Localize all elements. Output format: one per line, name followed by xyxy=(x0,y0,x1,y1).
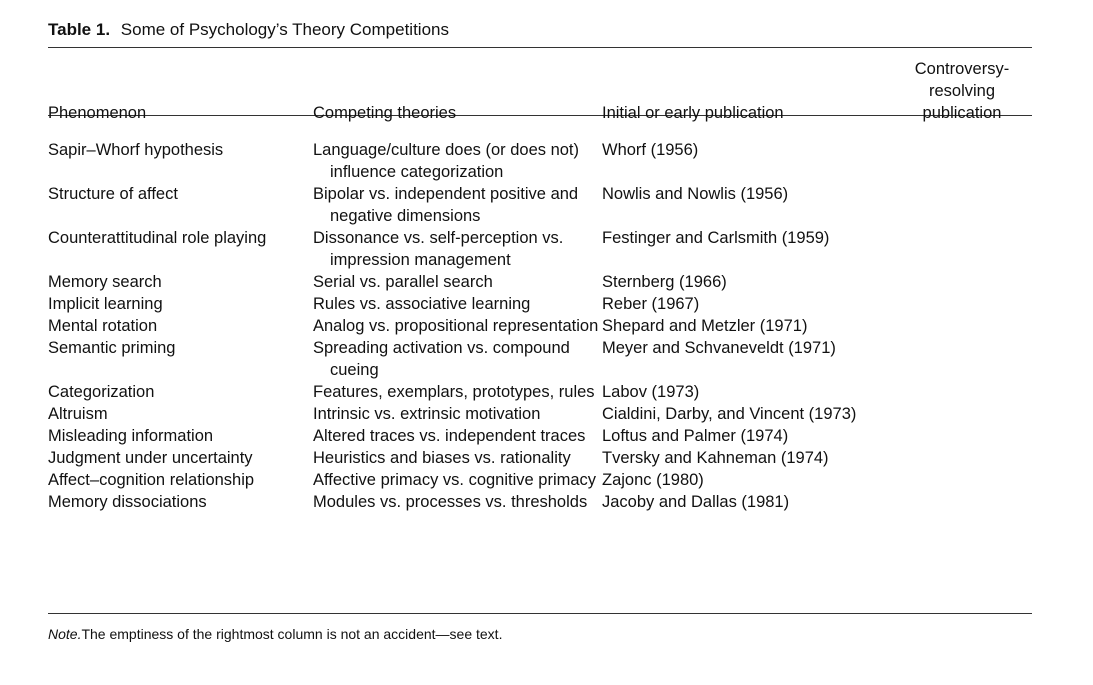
bottom-rule xyxy=(48,613,1032,614)
resolving-cell xyxy=(892,425,1032,447)
theories-text: Modules vs. processes vs. thresholds xyxy=(313,493,588,511)
table-row xyxy=(48,403,1032,425)
phenomenon-cell: Judgment under uncertainty xyxy=(48,449,253,467)
phenomenon-cell: Implicit learning xyxy=(48,295,163,313)
resolving-cell xyxy=(892,447,1032,469)
note-text: The emptiness of the rightmost column is not an accident—see text. xyxy=(81,626,503,642)
publication-cell: Festinger and Carlsmith (1959) xyxy=(602,229,830,247)
table-title-label: Table 1. xyxy=(48,20,111,39)
theories-cell xyxy=(313,132,602,183)
theories-cell xyxy=(313,403,602,425)
theories-cell xyxy=(313,183,602,227)
resolving-cell xyxy=(892,183,1032,227)
phenomenon-cell: Categorization xyxy=(48,383,155,401)
theories-text: Affective primacy vs. cognitive primacy xyxy=(313,471,597,489)
phenomenon-cell: Memory dissociations xyxy=(48,493,207,511)
theories-cell xyxy=(313,469,602,491)
phenomenon-cell: Counterattitudinal role playing xyxy=(48,229,267,247)
publication-cell: Reber (1967) xyxy=(602,295,700,313)
theories-cell xyxy=(313,491,602,513)
resolving-cell xyxy=(892,381,1032,403)
table-row xyxy=(48,447,1032,469)
theories-cell xyxy=(313,293,602,315)
publication-cell: Cialdini, Darby, and Vincent (1973) xyxy=(602,405,857,423)
table-row xyxy=(48,227,1032,271)
publication-cell: Jacoby and Dallas (1981) xyxy=(602,493,790,511)
table-row xyxy=(48,337,1032,381)
table-row xyxy=(48,183,1032,227)
table-row xyxy=(48,293,1032,315)
theories-text: Serial vs. parallel search xyxy=(313,273,493,291)
theories-text: Language/culture does (or does not) influence categorization xyxy=(313,141,580,181)
table-title xyxy=(48,19,449,41)
table-title-text: Some of Psychology’s Theory Competitions xyxy=(120,20,449,39)
table-note xyxy=(48,624,502,644)
resolving-cell xyxy=(892,227,1032,271)
header-competing-theories: Competing theories xyxy=(313,104,457,122)
publication-cell: Whorf (1956) xyxy=(602,141,699,159)
theories-text: Spreading activation vs. compound cueing xyxy=(313,339,570,379)
note-label: Note. xyxy=(48,626,82,642)
theories-cell xyxy=(313,315,602,337)
publication-cell: Sternberg (1966) xyxy=(602,273,727,291)
resolving-cell xyxy=(892,337,1032,381)
theories-cell xyxy=(313,425,602,447)
resolving-cell xyxy=(892,403,1032,425)
resolving-cell xyxy=(892,469,1032,491)
theories-text: Bipolar vs. independent positive and negative dimensions xyxy=(313,185,579,225)
phenomenon-cell: Altruism xyxy=(48,405,108,423)
publication-cell: Nowlis and Nowlis (1956) xyxy=(602,185,789,203)
theories-cell xyxy=(313,381,602,403)
publication-cell: Tversky and Kahneman (1974) xyxy=(602,449,829,467)
resolving-cell xyxy=(892,491,1032,513)
publication-cell: Labov (1973) xyxy=(602,383,700,401)
theories-text: Heuristics and biases vs. rationality xyxy=(313,449,571,467)
theories-text: Altered traces vs. independent traces xyxy=(313,427,586,445)
top-rule xyxy=(48,47,1032,48)
table-row xyxy=(48,425,1032,447)
table-row xyxy=(48,132,1032,183)
theories-cell xyxy=(313,271,602,293)
phenomenon-cell: Memory search xyxy=(48,273,162,291)
header-row xyxy=(48,58,1032,132)
phenomenon-cell: Affect–cognition relationship xyxy=(48,471,255,489)
publication-cell: Meyer and Schvaneveldt (1971) xyxy=(602,339,836,357)
header-controversy-resolving: Controversy-resolving publication xyxy=(914,60,1010,122)
table-row xyxy=(48,469,1032,491)
table-row xyxy=(48,491,1032,513)
theory-competitions-table xyxy=(48,58,1032,513)
table-row xyxy=(48,315,1032,337)
resolving-cell xyxy=(892,132,1032,183)
theories-text: Analog vs. propositional representation xyxy=(313,317,599,335)
theories-text: Features, exemplars, prototypes, rules xyxy=(313,383,595,401)
resolving-cell xyxy=(892,315,1032,337)
phenomenon-cell: Misleading information xyxy=(48,427,214,445)
phenomenon-cell: Semantic priming xyxy=(48,339,176,357)
theories-text: Dissonance vs. self-perception vs. impression management xyxy=(313,229,564,269)
theories-text: Rules vs. associative learning xyxy=(313,295,531,313)
publication-cell: Shepard and Metzler (1971) xyxy=(602,317,808,335)
theories-cell xyxy=(313,447,602,469)
theories-text: Intrinsic vs. extrinsic motivation xyxy=(313,405,541,423)
publication-cell: Zajonc (1980) xyxy=(602,471,704,489)
table-row xyxy=(48,381,1032,403)
table-row xyxy=(48,271,1032,293)
theories-cell xyxy=(313,337,602,381)
theories-cell xyxy=(313,227,602,271)
phenomenon-cell: Mental rotation xyxy=(48,317,158,335)
resolving-cell xyxy=(892,271,1032,293)
header-phenomenon: Phenomenon xyxy=(48,104,147,122)
publication-cell: Loftus and Palmer (1974) xyxy=(602,427,789,445)
header-initial-publication: Initial or early publication xyxy=(602,104,784,122)
resolving-cell xyxy=(892,293,1032,315)
phenomenon-cell: Structure of affect xyxy=(48,185,178,203)
phenomenon-cell: Sapir–Whorf hypothesis xyxy=(48,141,224,159)
